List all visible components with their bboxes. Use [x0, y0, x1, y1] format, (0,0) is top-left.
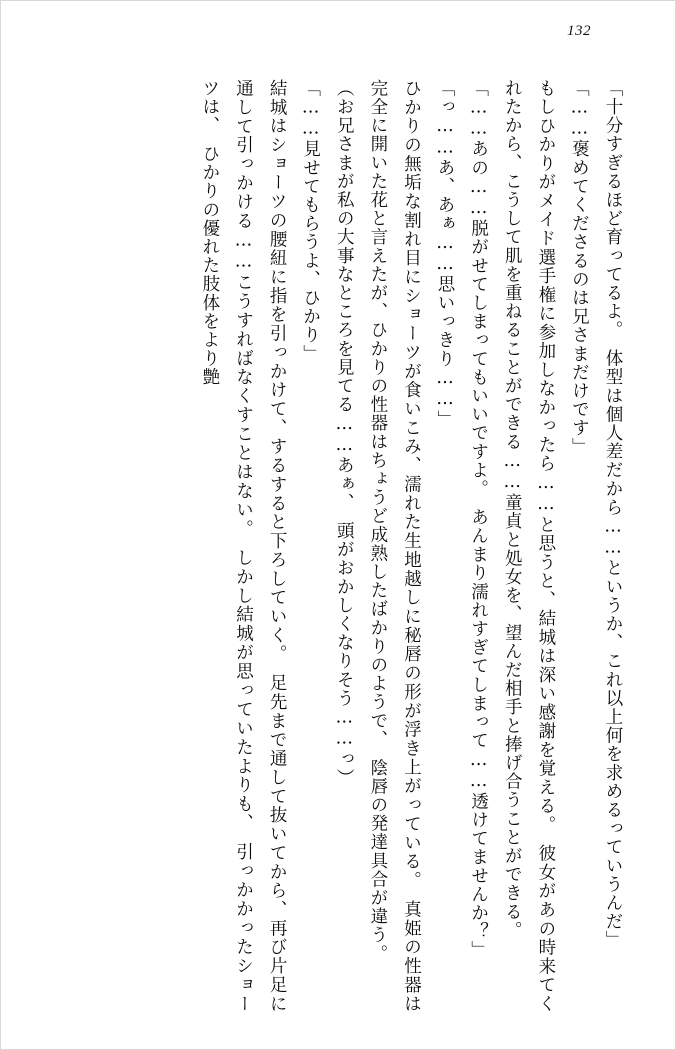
- paragraph: もしひかりがメイド選手権に参加しなかったら……と思うと、結城は深い感謝を覚える。 彼女があの時来てくれたから、こうして肌を重ねることができる……童貞と処女を、望んだ相手と捧げ合うことができる。: [502, 79, 556, 1013]
- paragraph: 「……褒めてくださるのは兄さまだけです」: [569, 79, 590, 456]
- paragraph: 結城はショーツの腰紐に指を引っかけて、するすると下ろしていく。 足先まで通して抜いてから、再び片足に通して引っかける……こうすればなくすことはない。 しかし結城が思っていたよりも、 引っかかったショーツは、 ひかりの優れた肢体をより艶: [199, 79, 288, 1013]
- paragraph: 「……あの……脱がせてしまってもいいですよ。 あんまり濡れすぎてしまって……透けてませんか？」: [468, 79, 489, 960]
- page-body-text: [41, 79, 629, 1013]
- page-number: 132: [567, 23, 591, 39]
- paragraph: （お兄さまが私の大事なところを見てる……あぁ、 頭がおかしくなりそう……っ）: [334, 79, 355, 788]
- paragraph: 「っ……あ、あぁ……思いっきり……」: [435, 79, 456, 429]
- paragraph: 「……見せてもらうよ、ひかり」: [300, 79, 321, 363]
- paragraph: ひかりの無垢な割れ目にショーツが食いこみ、濡れた生地越しに秘唇の形が浮き上がっている。 真姫の性器は完全に開いた花と言えたが、ひかりの性器はちょうど成熟したばかりのようで、 陰唇の発達具合が違う。: [367, 79, 422, 1013]
- paragraph: 「十分すぎるほど育ってるよ。 体型は個人差だから……というか、これ以上何を求めるっていうんだ」: [603, 79, 623, 950]
